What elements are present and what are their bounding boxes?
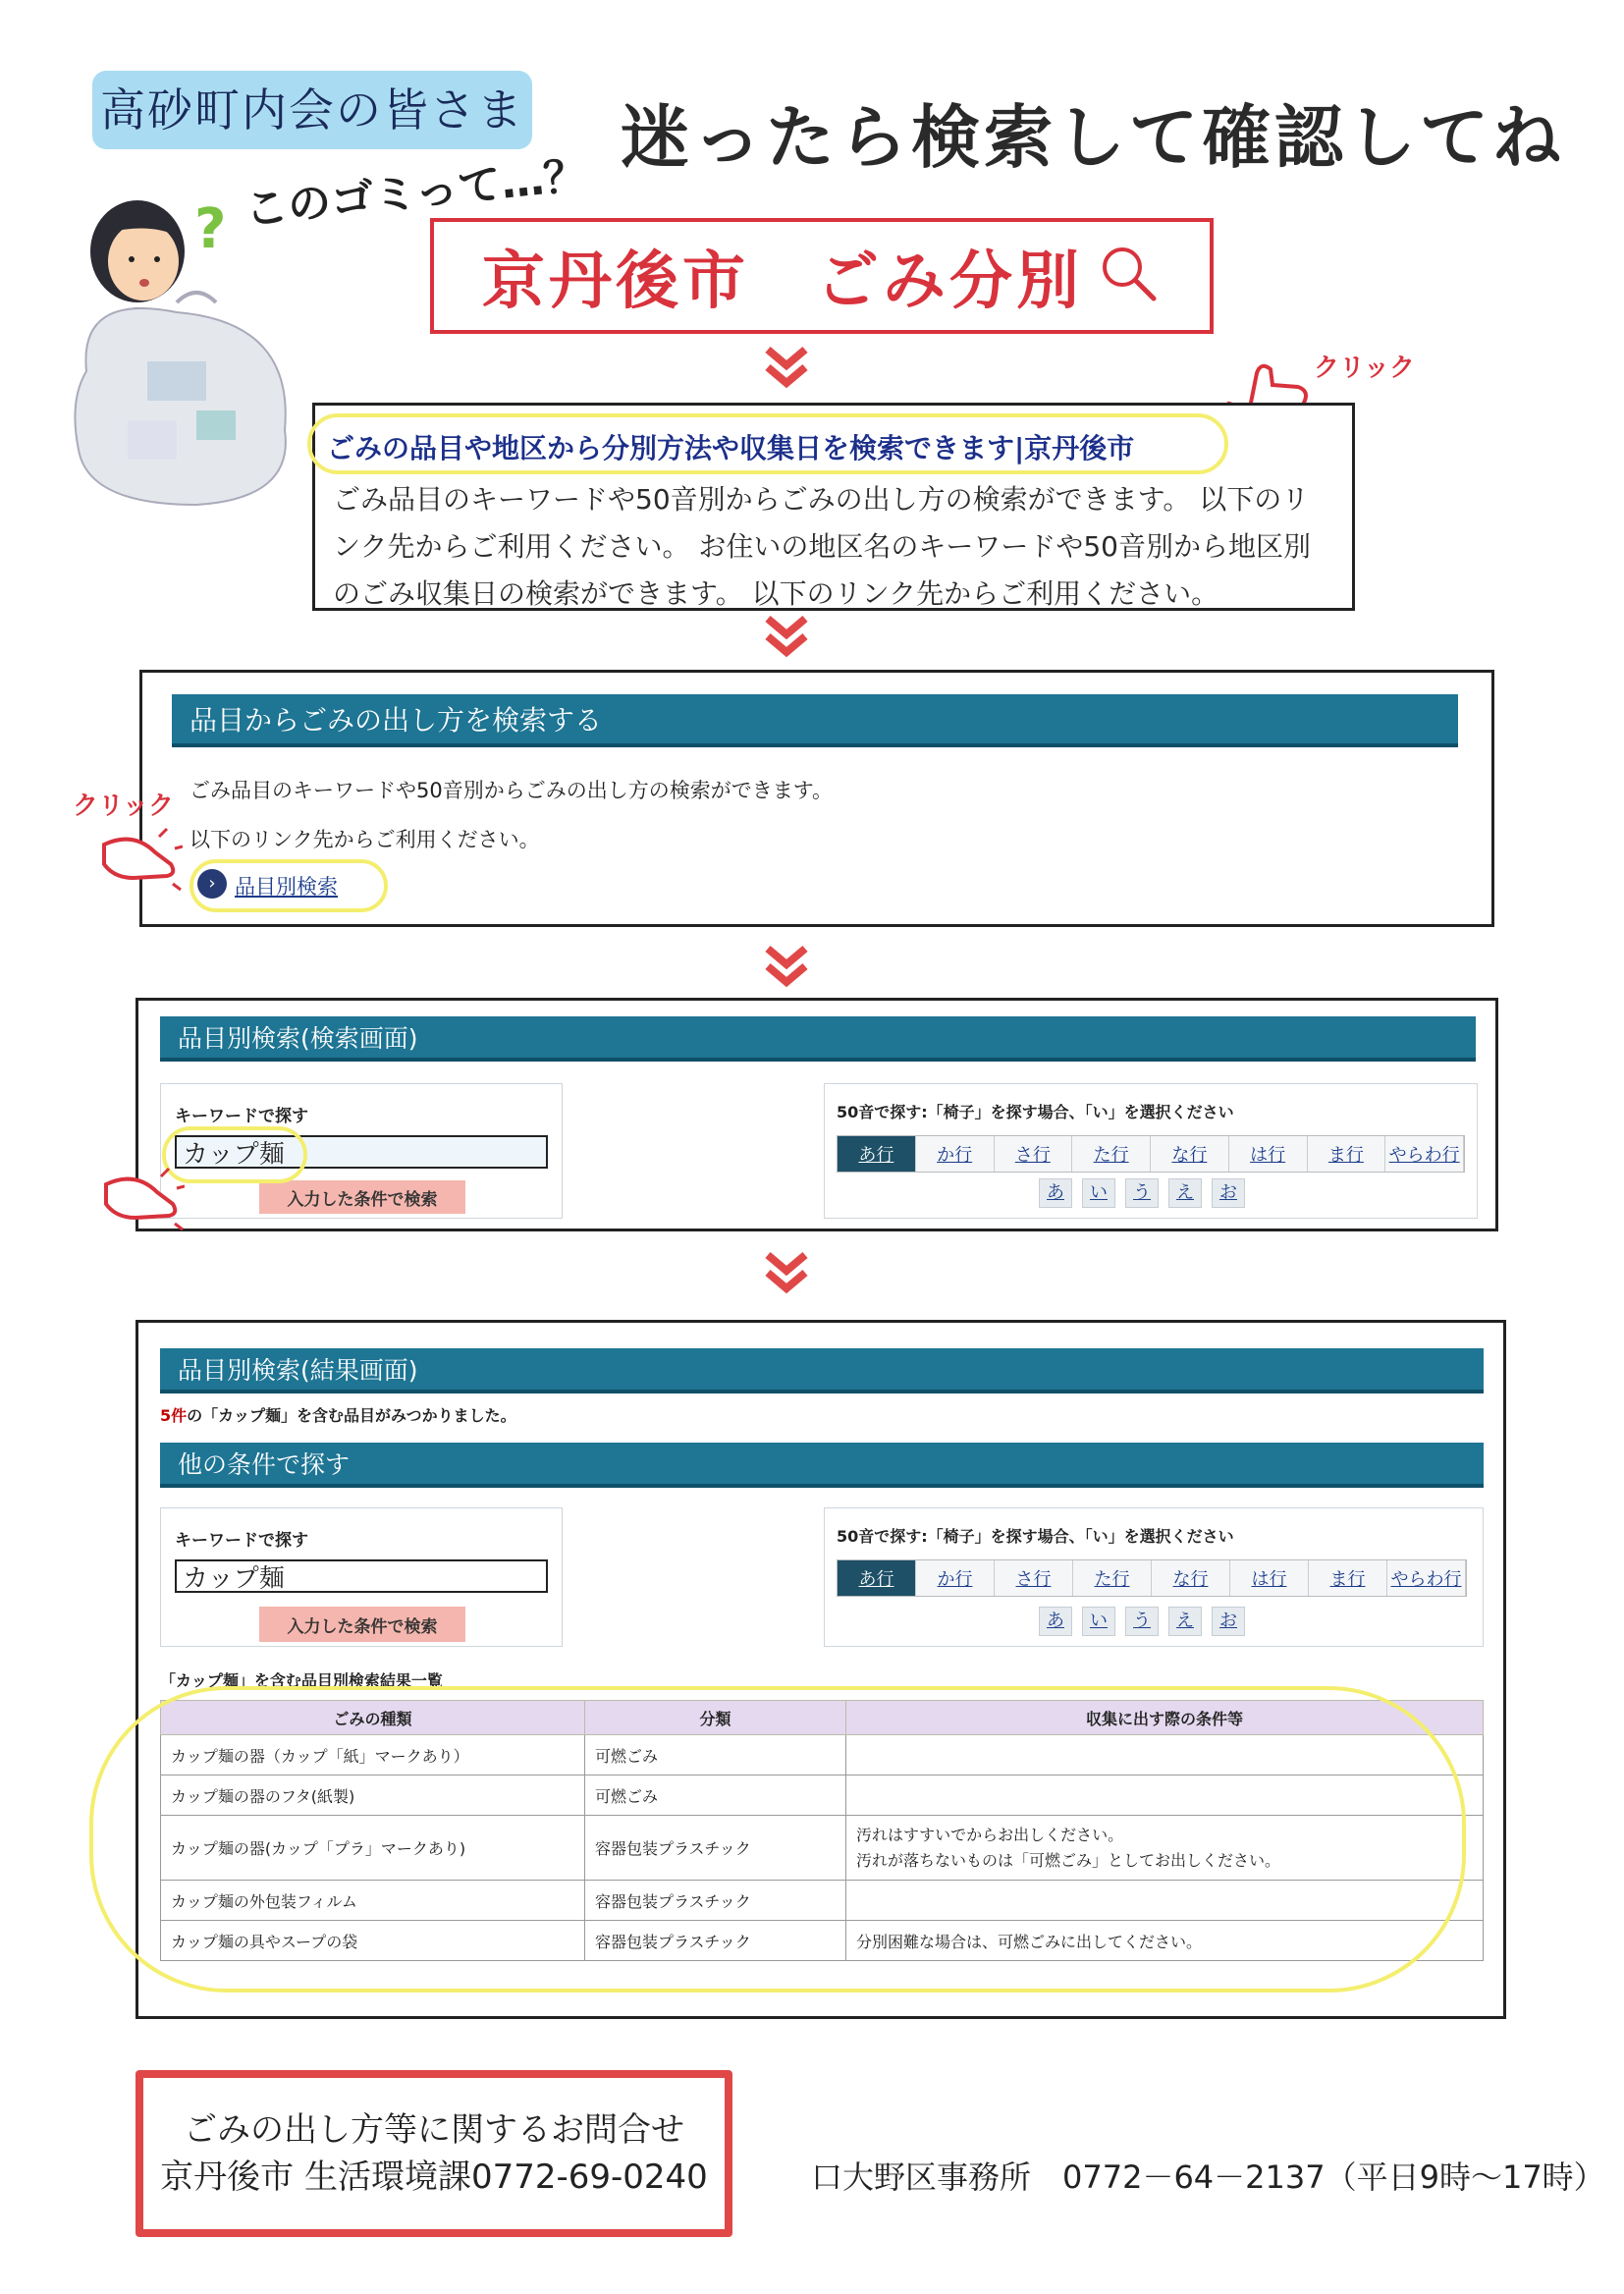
gojuon-tab[interactable]: は行 (1229, 1136, 1308, 1172)
kana-button[interactable]: え (1168, 1178, 1202, 1208)
table-cell: 汚れはすすいでからお出しください。 汚れが落ちないものは「可燃ごみ」としてお出しください。 (846, 1816, 1484, 1881)
gojuon-tab[interactable]: ま行 (1309, 1560, 1387, 1596)
gojuon-tab[interactable]: やらわ行 (1385, 1136, 1464, 1172)
keyword-label: キーワードで探す (175, 1531, 308, 1551)
arrow-right-icon: › (197, 869, 227, 899)
kana-button[interactable]: え (1168, 1607, 1202, 1636)
gojuon-tab[interactable]: な行 (1151, 1136, 1229, 1172)
table-cell: カップ麺の具やスープの袋 (161, 1921, 585, 1961)
chevron-down-icon (764, 943, 809, 988)
svg-text:?: ? (194, 197, 227, 261)
result-list-title: 「カップ麺」を含む品目別検索結果一覧 (160, 1671, 443, 1690)
search-submit-button[interactable]: 入力した条件で検索 (259, 1180, 465, 1214)
keyword-input[interactable]: カップ麺 (175, 1135, 548, 1169)
gojuon-label: 50音で探す:「椅子」を探す場合、「い」を選択ください (837, 1103, 1234, 1121)
highlight-oval (189, 859, 388, 912)
kana-buttons (1039, 1178, 1245, 1208)
table-cell: カップ麺の器のフタ(紙製) (161, 1775, 585, 1816)
kana-button[interactable]: い (1082, 1607, 1115, 1636)
item-search-link[interactable]: 品目別検索 (235, 875, 338, 899)
district-office-info: 口大野区事務所 0772－64－2137（平日9時～17時） (811, 2158, 1605, 2196)
table-cell: 容器包装プラスチック (585, 1921, 846, 1961)
result-count-text: の「カップ麺」を含む品目がみつかりました。 (187, 1406, 516, 1425)
section-note: 以下のリンク先からご利用ください。 (189, 828, 540, 851)
search-query-text: 京丹後市 ごみ分別 (482, 246, 1083, 318)
chevron-down-icon (764, 344, 809, 389)
gojuon-row-tabs (837, 1135, 1465, 1173)
gojuon-row-tabs (837, 1559, 1467, 1597)
kana-button[interactable]: お (1212, 1607, 1245, 1636)
kana-button[interactable]: い (1082, 1178, 1115, 1208)
kana-button[interactable]: う (1125, 1607, 1159, 1636)
search-icon (1097, 242, 1162, 310)
gojuon-tab[interactable]: な行 (1152, 1560, 1230, 1596)
gojuon-label: 50音で探す:「椅子」を探す場合、「い」を選択ください (837, 1527, 1234, 1546)
result-count-line (160, 1403, 516, 1426)
column-header: 分類 (585, 1701, 846, 1735)
greeting-badge: 高砂町内会の皆さま (92, 71, 532, 149)
kana-button[interactable]: う (1125, 1178, 1159, 1208)
gojuon-tab[interactable]: やらわ行 (1387, 1560, 1466, 1596)
highlight-oval (89, 1686, 1466, 1993)
contact-box (135, 2070, 732, 2237)
person-with-garbage-bag-illustration (69, 175, 314, 528)
table-cell: カップ麺の器(カップ「プラ」マークあり) (161, 1816, 585, 1881)
table-cell: 可燃ごみ (585, 1775, 846, 1816)
keyword-label: キーワードで探す (175, 1107, 308, 1126)
click-label: クリック (1314, 354, 1415, 383)
pointing-hand-icon (96, 1165, 185, 1237)
search-result-snippet: ごみ品目のキーワードや50音別からごみの出し方の検索ができます。 以下のリンク先からご利用ください。 お住いの地区名のキーワードや50音別から地区別のごみ収集日の検索ができます。 以下のリンク先からご利用ください。 (333, 483, 1311, 610)
gojuon-tab[interactable]: か行 (916, 1136, 995, 1172)
table-cell: 可燃ごみ (585, 1735, 846, 1775)
kana-button[interactable]: あ (1039, 1178, 1072, 1208)
gojuon-tab[interactable]: あ行 (838, 1560, 916, 1596)
gojuon-tab[interactable]: ま行 (1308, 1136, 1386, 1172)
table-cell: 容器包装プラスチック (585, 1816, 846, 1881)
contact-phone: 京丹後市 生活環境課0772-69-0240 (160, 2157, 708, 2197)
section-header-bar: 品目別検索(検索画面) (160, 1016, 1476, 1062)
chevron-down-icon (764, 1249, 809, 1294)
table-cell: カップ麺の器（カップ「紙」マークあり） (161, 1735, 585, 1775)
headline: 迷ったら検索して確認してね (621, 97, 1565, 178)
item-search-screen (135, 998, 1498, 1231)
section-header-bar: 他の条件で探す (160, 1443, 1484, 1488)
gojuon-tab[interactable]: た行 (1072, 1136, 1151, 1172)
section-header-bar: 品目からごみの出し方を検索する (172, 694, 1458, 747)
gojuon-tab[interactable]: は行 (1230, 1560, 1309, 1596)
search-result-card (312, 403, 1355, 611)
gojuon-tab[interactable]: か行 (916, 1560, 995, 1596)
question-text: このゴミって…？ (242, 149, 590, 237)
search-query-box (430, 218, 1214, 334)
item-search-results (135, 1320, 1506, 2019)
contact-heading: ごみの出し方等に関するお問合せ (184, 2110, 684, 2150)
table-cell: 容器包装プラスチック (585, 1881, 846, 1921)
kana-buttons (1039, 1607, 1245, 1636)
table-cell: 分別困難な場合は、可燃ごみに出してください。 (846, 1921, 1484, 1961)
search-result-title[interactable]: ごみの品目や地区から分別方法や収集日を検索できます|京丹後市 (327, 432, 1135, 464)
item-search-section (139, 670, 1494, 927)
table-cell: カップ麺の外包装フィルム (161, 1881, 585, 1921)
chevron-down-icon (764, 613, 809, 658)
gojuon-search-box (824, 1507, 1484, 1647)
gojuon-tab[interactable]: さ行 (995, 1560, 1073, 1596)
column-header: 収集に出す際の条件等 (846, 1701, 1484, 1735)
kana-button[interactable]: お (1212, 1178, 1245, 1208)
search-submit-button[interactable]: 入力した条件で検索 (259, 1607, 465, 1642)
keyword-input[interactable]: カップ麺 (175, 1559, 548, 1593)
column-header: ごみの種類 (161, 1701, 585, 1735)
section-description: ごみ品目のキーワードや50音別からごみの出し方の検索ができます。 (189, 779, 834, 802)
gojuon-tab[interactable]: あ行 (838, 1136, 916, 1172)
gojuon-tab[interactable]: た行 (1073, 1560, 1152, 1596)
result-count: 5件 (160, 1406, 188, 1425)
pointing-hand-icon (94, 825, 183, 898)
click-label: クリック (73, 792, 174, 821)
keyword-search-box (160, 1507, 563, 1647)
kana-button[interactable]: あ (1039, 1607, 1072, 1636)
gojuon-search-box (824, 1083, 1478, 1219)
gojuon-tab[interactable]: さ行 (995, 1136, 1073, 1172)
section-header-bar: 品目別検索(結果画面) (160, 1348, 1484, 1393)
